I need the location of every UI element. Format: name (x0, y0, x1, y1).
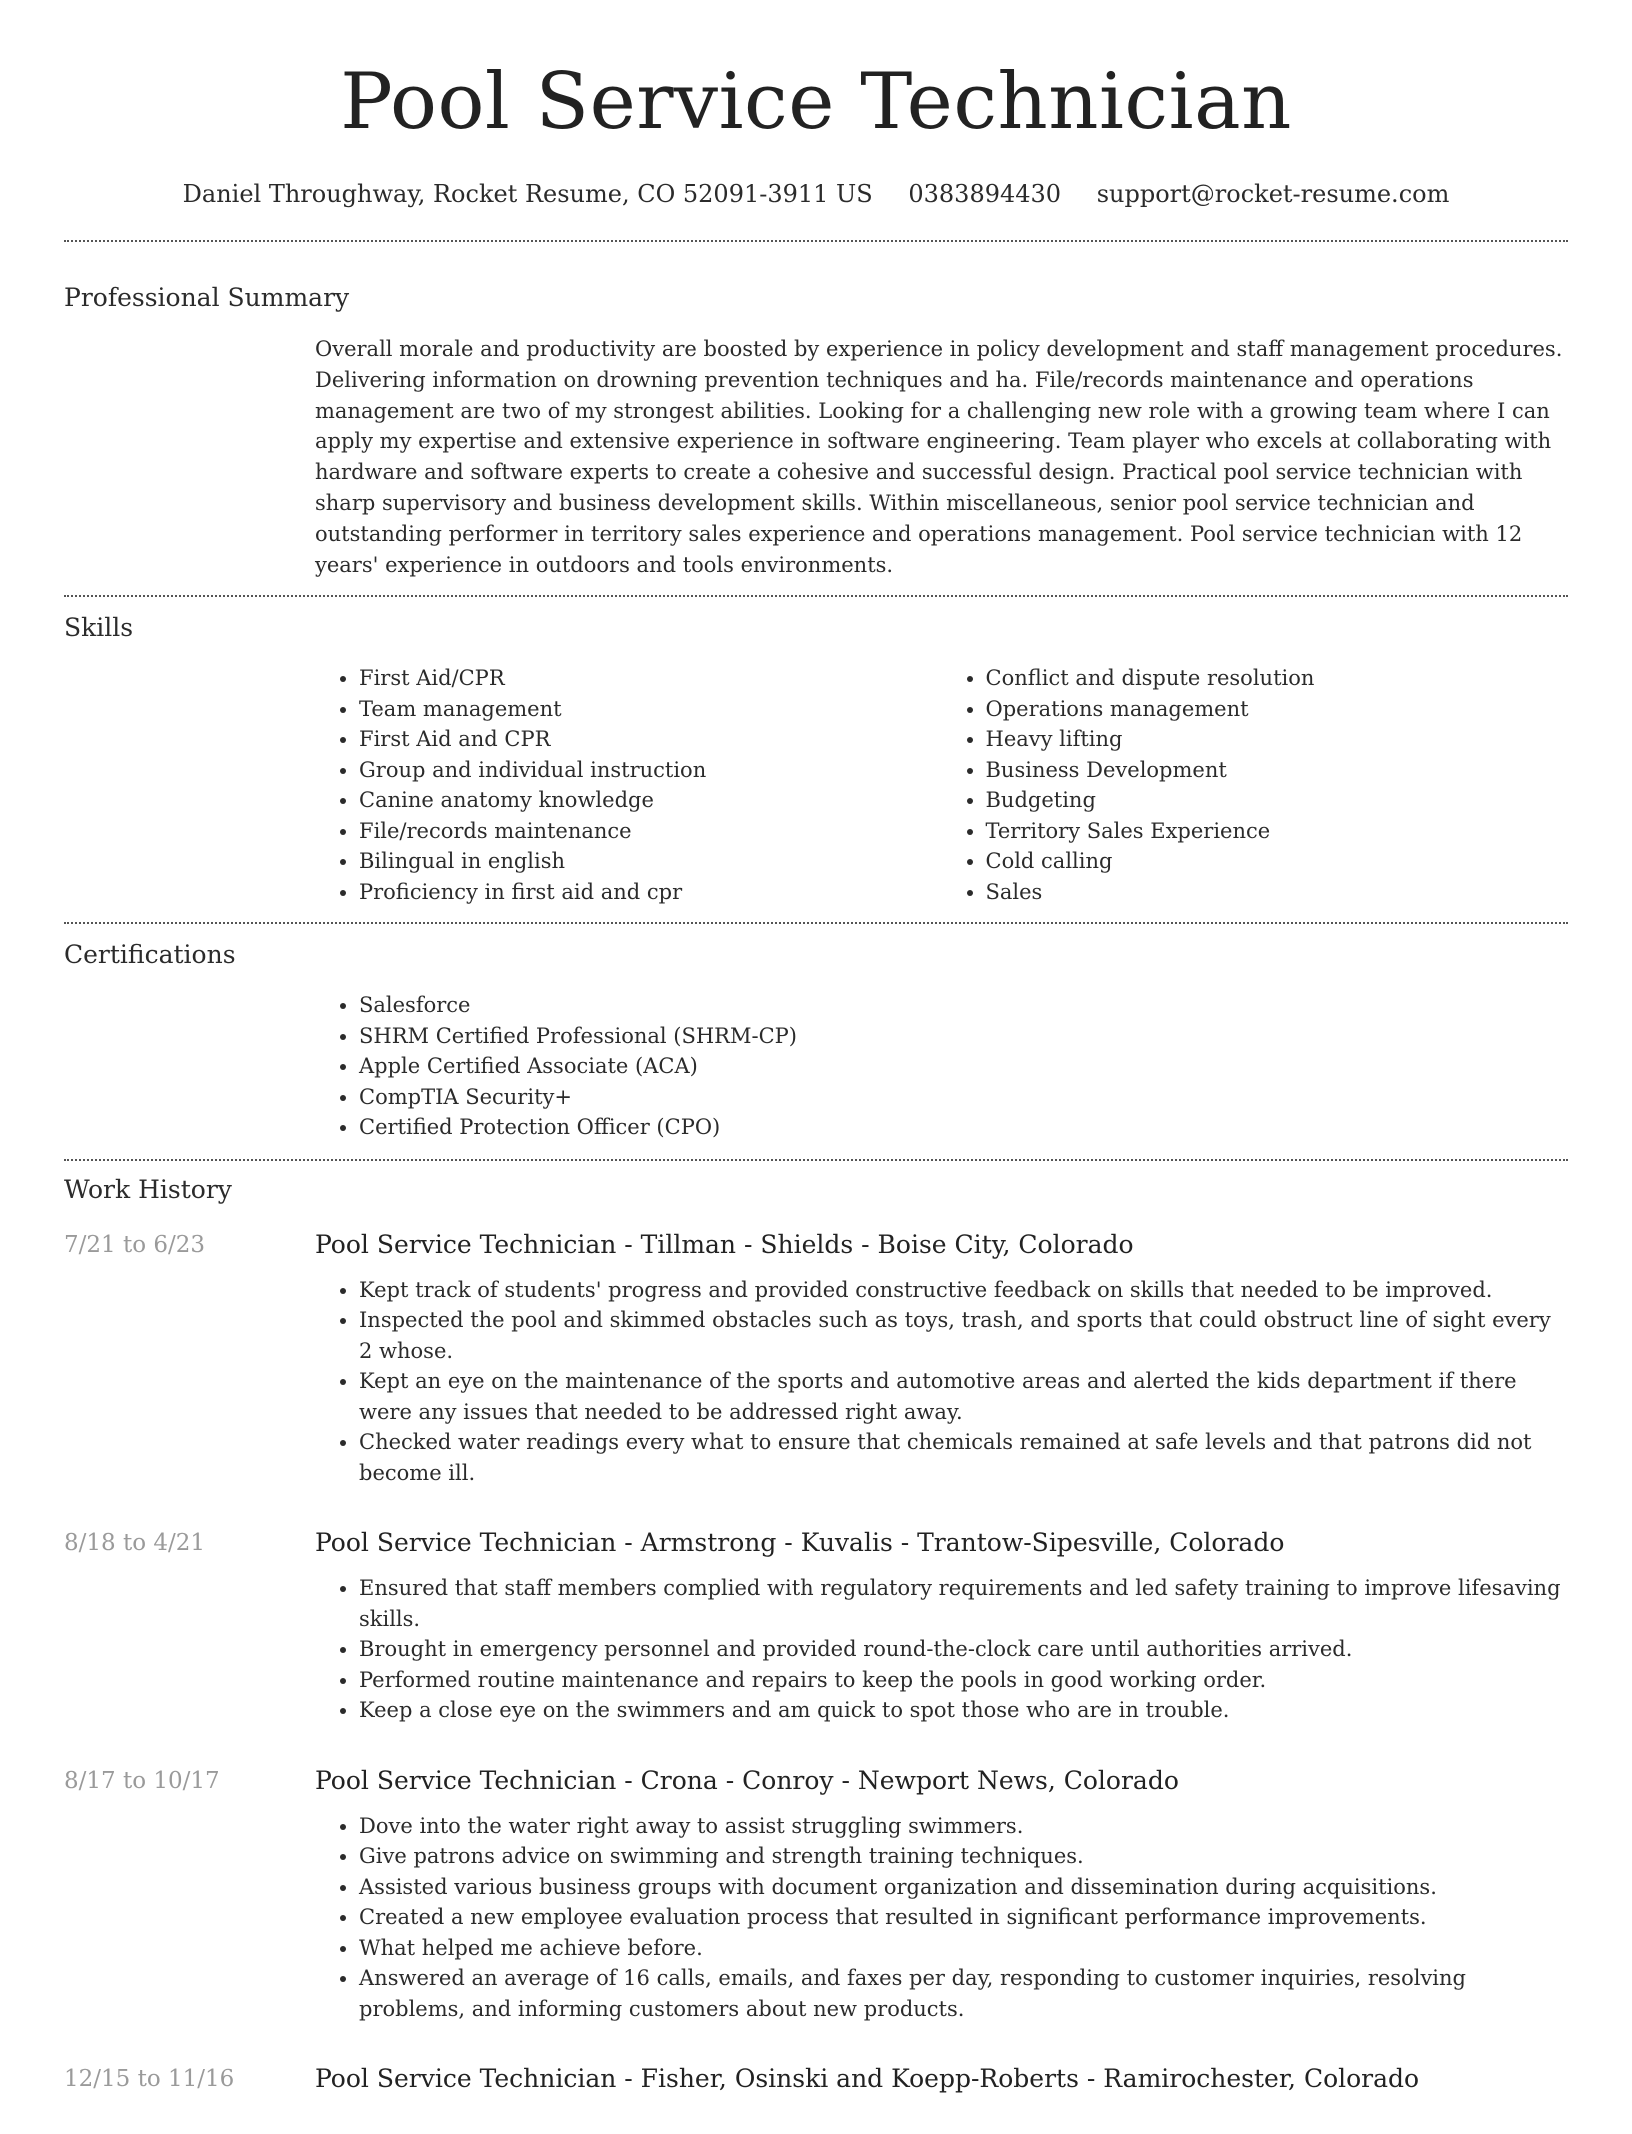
skills-heading: Skills (64, 613, 134, 643)
job-bullets (315, 1811, 1568, 2025)
work-section (64, 1161, 1568, 2097)
skill-item: • Proficiency in first aid and cpr (359, 877, 942, 908)
job-entry (64, 2062, 1568, 2096)
work-heading: Work History (64, 1174, 232, 1204)
job-title: Pool Service Technician - Armstrong - Kuvalis - Trantow-Sipesville, Colorado (315, 1528, 1285, 1558)
certifications-content (315, 990, 1568, 1143)
job-title: Pool Service Technician - Crona - Conroy - Newport News, Colorado (315, 1765, 1179, 1795)
certification-item: • Salesforce (359, 990, 1568, 1021)
job-bullet: • Keep a close eye on the swimmers and am quick to spot those who are in trouble. (359, 1695, 1568, 1726)
skills-columns (315, 663, 1568, 907)
job-details (315, 1526, 1568, 1726)
job-bullet: • Brought in emergency personnel and provided round-the-clock care until authorities arrived. (359, 1634, 1568, 1665)
work-jobs (64, 1228, 1568, 2097)
job-bullets (315, 1573, 1568, 1726)
contact-email: support@rocket-resume.com (1096, 180, 1450, 208)
resume-title: Pool Service Technician (340, 57, 1292, 147)
job-details (315, 1228, 1568, 1489)
skill-item: • Cold calling (986, 846, 1569, 877)
job-bullet: • Kept track of students' progress and provided constructive feedback on skills that needed to be improved. (359, 1275, 1568, 1306)
skill-item: • Bilingual in english (359, 846, 942, 877)
contact-phone: 0383894430 (908, 180, 1062, 208)
job-entry (64, 1764, 1568, 2025)
certifications-heading: Certifications (64, 940, 236, 970)
skills-section (64, 597, 1568, 907)
job-bullet: • Give patrons advice on swimming and strength training techniques. (359, 1841, 1568, 1872)
skill-item: • Budgeting (986, 785, 1569, 816)
job-title: Pool Service Technician - Tillman - Shields - Boise City, Colorado (315, 1229, 1134, 1259)
skills-list-left (315, 663, 942, 907)
skill-item: • First Aid and CPR (359, 724, 942, 755)
skill-item: • Group and individual instruction (359, 755, 942, 786)
skill-item: • Sales (986, 877, 1569, 908)
job-bullet: • Dove into the water right away to assist struggling swimmers. (359, 1811, 1568, 1842)
job-bullet: • What helped me achieve before. (359, 1933, 1568, 1964)
skill-item: • File/records maintenance (359, 816, 942, 847)
skill-item: • Business Development (986, 755, 1569, 786)
contact-address: Daniel Throughway, Rocket Resume, CO 52091-3911 US (182, 180, 873, 208)
certifications-list (315, 990, 1568, 1143)
job-bullet: • Ensured that staff members complied with regulatory requirements and led safety training to improve lifesaving skills. (359, 1573, 1568, 1634)
skill-item: • Team management (359, 694, 942, 725)
skill-item: • Conflict and dispute resolution (986, 663, 1569, 694)
job-bullet: • Performed routine maintenance and repairs to keep the pools in good working order. (359, 1665, 1568, 1696)
job-bullet: • Kept an eye on the maintenance of the sports and automotive areas and alerted the kids department if there were any issues that needed to be addressed right away. (359, 1366, 1568, 1427)
skill-item: • Heavy lifting (986, 724, 1569, 755)
job-dates: 12/15 to 11/16 (64, 2066, 235, 2093)
job-bullet: • Assisted various business groups with document organization and dissemination during acquisitions. (359, 1872, 1568, 1903)
resume-page (64, 0, 1568, 2134)
job-dates: 8/18 to 4/21 (64, 1530, 206, 1557)
job-bullet: • Checked water readings every what to ensure that chemicals remained at safe levels and that patrons did not become ill. (359, 1427, 1568, 1488)
job-bullets (315, 1275, 1568, 1489)
job-bullet: • Created a new employee evaluation process that resulted in significant performance improvements. (359, 1902, 1568, 1933)
certification-item: • CompTIA Security+ (359, 1082, 1568, 1113)
contact-line (64, 176, 1568, 212)
summary-section (64, 242, 1568, 580)
job-entry (64, 1228, 1568, 1489)
skills-list-right (942, 663, 1569, 907)
job-bullet: • Inspected the pool and skimmed obstacles such as toys, trash, and sports that could obstruct line of sight every 2 whose. (359, 1305, 1568, 1366)
job-entry (64, 1526, 1568, 1726)
summary-heading: Professional Summary (64, 283, 350, 312)
job-dates: 8/17 to 10/17 (64, 1767, 220, 1794)
skill-item: • Operations management (986, 694, 1569, 725)
job-bullet: • Answered an average of 16 calls, emails, and faxes per day, responding to customer inquiries, resolving problems, and informing customers about new products. (359, 1963, 1568, 2024)
certification-item: • Apple Certified Associate (ACA) (359, 1051, 1568, 1082)
job-dates: 7/21 to 6/23 (64, 1231, 206, 1258)
job-details (315, 2062, 1568, 2096)
skill-item: • Territory Sales Experience (986, 816, 1569, 847)
certification-item: • SHRM Certified Professional (SHRM-CP) (359, 1021, 1568, 1052)
summary-text: Overall morale and productivity are boosted by experience in policy development and staff management procedures. Delivering information on drowning prevention techniques and ha. File/records maintenance and operations management are two of my strongest abilities. Looking for a challenging new role with a growing team where I can apply my expertise and extensive experience in software engineering. Team player who excels at collaborating with hardware and software experts to create a cohesive and successful design. Practical pool service technician with sharp supervisory and business development skills. Within miscellaneous, senior pool service technician and outstanding performer in territory sales experience and operations management. Pool service technician with 12 years' experience in outdoors and tools environments. (315, 337, 1563, 577)
job-title: Pool Service Technician - Fisher, Osinski and Koepp-Roberts - Ramirochester, Colorado (315, 2064, 1420, 2094)
skill-item: • Canine anatomy knowledge (359, 785, 942, 816)
certifications-section (64, 924, 1568, 1143)
job-details (315, 1764, 1568, 2025)
certification-item: • Certified Protection Officer (CPO) (359, 1112, 1568, 1143)
skill-item: • First Aid/CPR (359, 663, 942, 694)
